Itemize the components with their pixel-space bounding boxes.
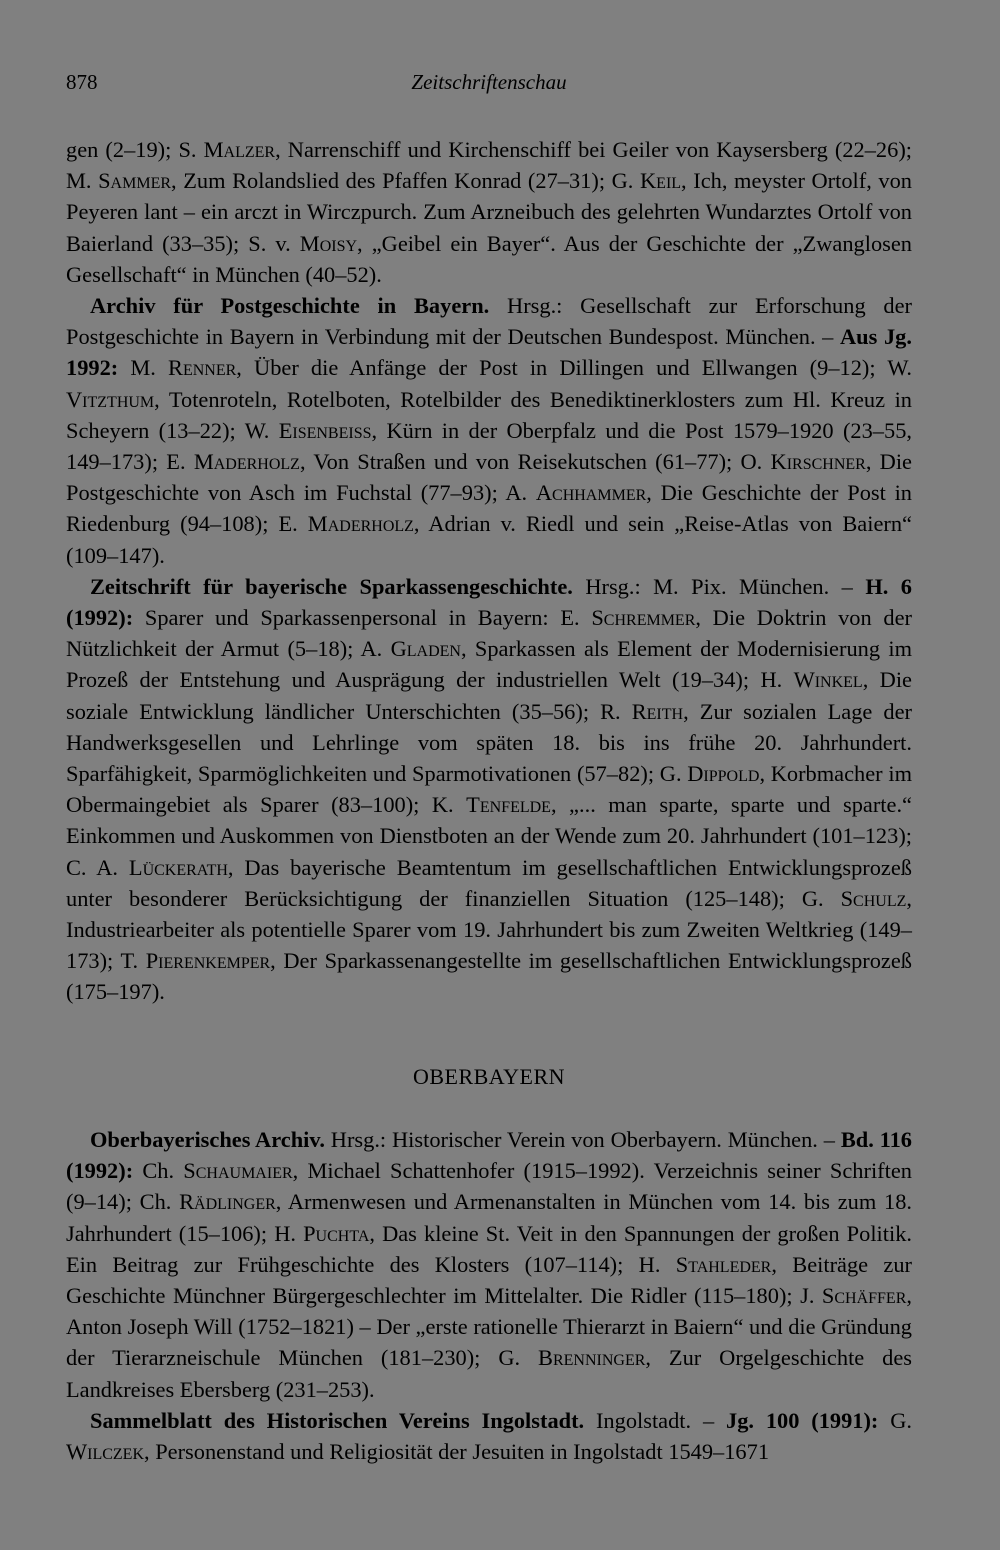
text-run: Ch. bbox=[133, 1158, 184, 1184]
section-oberbayern bbox=[66, 1124, 912, 1467]
page-number: 878 bbox=[66, 70, 98, 94]
author-name: Pierenkemper bbox=[145, 948, 271, 974]
author-name: Tenfelde bbox=[466, 792, 551, 818]
text-run: , Die soziale Entwicklung ländlicher Unterschichten (35–56); R. bbox=[66, 667, 912, 724]
author-name: Schaumaier bbox=[183, 1158, 293, 1184]
continued-paragraph bbox=[66, 134, 912, 290]
text-run: , Narrenschiff und Kirchenschiff bei Geiler von Kaysersberg (22–26); M. bbox=[66, 137, 912, 194]
author-name: Brenninger bbox=[538, 1345, 646, 1371]
text-run: Hrsg.: Historischer Verein von Oberbayern. München. – bbox=[324, 1127, 841, 1152]
text-run: , Die Postgeschichte von Asch im Fuchstal (77–93); A. bbox=[66, 449, 912, 506]
text-run: , Die Geschichte der Post in Riedenburg (94–108); E. bbox=[66, 480, 912, 537]
author-name: Sammer bbox=[98, 168, 172, 194]
author-name: Eisenbeiss bbox=[278, 417, 372, 443]
author-name: Vitzthum bbox=[66, 386, 155, 412]
bold-title: Zeitschrift für bayerische Sparkassengeschichte. bbox=[90, 573, 573, 599]
bold-title: Sammelblatt des Historischen Vereins Ingolstadt. bbox=[90, 1407, 585, 1433]
text-run: Hrsg.: Gesellschaft zur Erforschung der Postgeschichte in Bayern in Verbindung mit der Deutschen Bundespost. München. – bbox=[66, 293, 913, 350]
author-name: Kirschner bbox=[770, 449, 866, 475]
entry-archiv-postgeschichte bbox=[66, 290, 912, 571]
author-name: Rädlinger bbox=[179, 1189, 276, 1215]
text-run: Sparer und Sparkassenpersonal in Bayern: E. bbox=[133, 605, 592, 631]
author-name: Winkel bbox=[793, 667, 863, 693]
text-run: , Beiträge zur Geschichte Münchner Bürgergeschlechter im Mittelalter. Die Ridler (115–180); J. bbox=[66, 1251, 912, 1309]
text-run: Ingolstadt. – bbox=[584, 1407, 726, 1433]
text-run: Hrsg.: M. Pix. München. – bbox=[572, 573, 866, 599]
author-name: Schulz bbox=[840, 885, 907, 911]
author-name: Dippold bbox=[687, 761, 760, 787]
text-run: gen (2–19); S. bbox=[66, 137, 204, 162]
author-name: Renner bbox=[168, 355, 237, 381]
text-run: , Anton Joseph Will (1752–1821) – Der „erste rationelle Thierarzt in Baiern“ und die Gründung der Tierarzneischule München (181–230); G. bbox=[66, 1283, 912, 1371]
entry-oberbayerisches-archiv bbox=[66, 1124, 912, 1405]
text-run: , Michael Schattenhofer (1915–1992). Verzeichnis seiner Schriften (9–14); Ch. bbox=[66, 1158, 912, 1215]
text-run: , Armenwesen und Armenanstalten in München vom 14. bis zum 18. Jahrhundert (15–106); H. bbox=[66, 1189, 912, 1246]
entry-sammelblatt-ingolstadt bbox=[66, 1405, 912, 1467]
text-run: , Sparkassen als Element der Modernisierung im Prozeß der Entstehung und Ausprägung der industriellen Welt (19–34); H. bbox=[66, 636, 912, 693]
text-run: , Das bayerische Beamtentum im gesellschaftlichen Entwicklungsprozeß unter besonderer Berücksichtigung der finanziellen Situation (125–148); G. bbox=[66, 854, 912, 911]
text-run: , Die Doktrin von der Nützlichkeit der Armut (5–18); A. bbox=[66, 605, 912, 662]
bold-title: Oberbayerisches Archiv. bbox=[90, 1127, 325, 1152]
text-run: , Der Sparkassenangestellte im gesellschaftlichen Entwicklungsprozeß (175–197). bbox=[66, 948, 912, 1005]
author-name: Moisy bbox=[299, 230, 358, 256]
text-run: , Zur sozialen Lage der Handwerksgesellen und Lehrlinge vom späten 18. bis ins frühe 20. Jahrhundert. Sparfähigkeit, Sparmöglichkeiten und Sparmotivationen (57–82); G. bbox=[66, 698, 913, 787]
text-run: G. bbox=[878, 1407, 913, 1433]
text-run: , Totenroteln, Rotelboten, Rotelbilder des Benediktinerklosters zum Hl. Kreuz in Scheyern (13–22); W. bbox=[66, 386, 912, 443]
author-name: Schäffer bbox=[821, 1283, 907, 1309]
text-run: , „Geibel ein Bayer“. Aus der Geschichte der „Zwanglosen Gesellschaft“ in München (40–52). bbox=[66, 230, 912, 287]
author-name: Maderholz bbox=[193, 449, 300, 475]
author-name: Puchta bbox=[303, 1220, 370, 1246]
section-heading: OBERBAYERN bbox=[412, 1064, 566, 1089]
entry-sparkassengeschichte bbox=[66, 571, 912, 1008]
text-run: , Zur Orgelgeschichte des Landkreises Ebersberg (231–253). bbox=[66, 1345, 912, 1402]
text-run: , Über die Anfänge der Post in Dillingen und Ellwangen (9–12); W. bbox=[236, 355, 913, 381]
author-name: Schremmer bbox=[591, 605, 696, 631]
bold-title: Archiv für Postgeschichte in Bayern. bbox=[90, 293, 490, 319]
text-run: , Korbmacher im Obermaingebiet als Sparer (83–100); K. bbox=[66, 761, 912, 818]
text-run: , „... man sparte, sparte und sparte.“ Einkommen und Auskommen von Dienstboten an der Wende zum 20. Jahrhundert (101–123); C. A. bbox=[66, 792, 912, 880]
text-run: , Von Straßen und von Reisekutschen (61–77); O. bbox=[299, 449, 771, 475]
journal-title: Zeitschriftenschau bbox=[411, 70, 567, 94]
author-name: Maderholz bbox=[307, 511, 414, 537]
bold-title: Jg. 100 (1991): bbox=[726, 1407, 879, 1433]
author-name: Stahleder bbox=[675, 1251, 772, 1277]
bold-title: H. 6 (1992): bbox=[66, 573, 912, 631]
text-run: M. bbox=[118, 355, 169, 381]
text-run: , Zum Rolandslied des Pfaffen Konrad (27–31); G. bbox=[171, 168, 640, 194]
text-run: , Das kleine St. Veit in den Spannungen der großen Politik. Ein Beitrag zur Frühgeschichte des Klosters (107–114); H. bbox=[66, 1220, 912, 1277]
text-run: , Industriearbeiter als potentielle Sparer vom 19. Jahrhundert bis zum Zweiten Weltkrieg (149–173); T. bbox=[66, 885, 912, 974]
running-head bbox=[66, 70, 912, 100]
author-name: Keil bbox=[640, 168, 682, 194]
text-run: , Personenstand und Religiosität der Jesuiten in Ingolstadt 1549–1671 bbox=[144, 1439, 770, 1465]
text-run: , Ich, meyster Ortolf, von Peyeren lant – ein arczt in Wirczpurch. Zum Arzneibuch des gelehrten Wundarztes Ortolf von Baierland (33–35); S. v. bbox=[66, 168, 912, 256]
author-name: Lückerath bbox=[128, 854, 228, 880]
author-name: Achhammer bbox=[535, 480, 647, 506]
text-run: , Kürn in der Oberpfalz und die Post 1579–1920 (23–55, 149–173); E. bbox=[66, 417, 912, 475]
author-name: Reith bbox=[631, 698, 684, 724]
author-name: Malzer bbox=[203, 137, 276, 162]
section-top bbox=[66, 134, 912, 1008]
author-name: Wilczek bbox=[66, 1439, 145, 1465]
author-name: Gladen bbox=[390, 636, 461, 662]
text-run: , Adrian v. Riedl und sein „Reise-Atlas von Baiern“ (109–147). bbox=[66, 511, 912, 568]
bold-title: Bd. 116 (1992): bbox=[66, 1127, 912, 1184]
bold-title: Aus Jg. 1992: bbox=[66, 324, 912, 381]
